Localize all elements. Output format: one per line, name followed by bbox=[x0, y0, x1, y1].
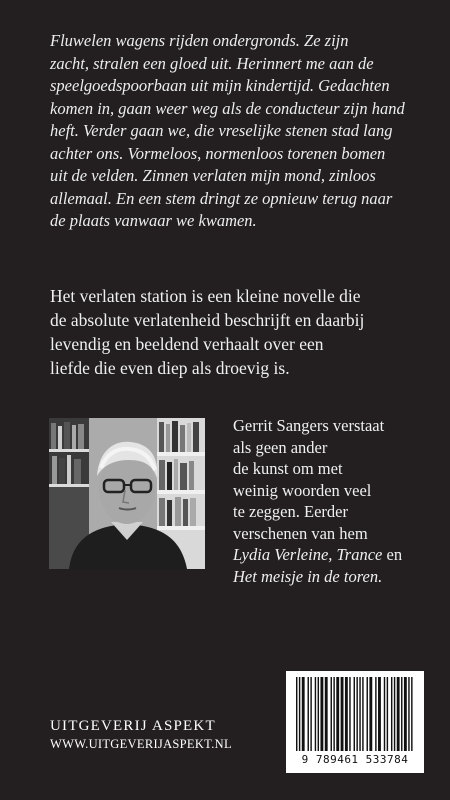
bio-line: Gerrit Sangers verstaat bbox=[233, 416, 385, 435]
bio-line: verschenen van hem bbox=[233, 523, 368, 543]
barcode-bar bbox=[356, 677, 357, 751]
barcode-bar bbox=[336, 677, 339, 751]
barcode-bar bbox=[345, 677, 348, 751]
quote-line: speelgoedspoorbaan uit mijn kindertijd. Gedachten bbox=[50, 76, 390, 95]
barcode-bar bbox=[391, 677, 392, 751]
barcode-bar bbox=[320, 677, 323, 751]
quote-line: uit de velden. Zinnen verlaten mijn mond, zinloos bbox=[50, 166, 376, 185]
barcode-bar bbox=[411, 677, 412, 751]
publisher-block bbox=[50, 718, 232, 752]
barcode-bar bbox=[299, 677, 300, 751]
quote-line: Fluwelen wagens rijden ondergronds. Ze zijn bbox=[50, 31, 349, 50]
barcode-bar bbox=[331, 677, 332, 751]
barcode-bar bbox=[394, 677, 395, 751]
barcode-bar bbox=[367, 677, 368, 751]
barcode-bar bbox=[325, 677, 328, 751]
barcode-bar bbox=[354, 677, 355, 751]
book-title: Lydia Verleine, Trance bbox=[233, 545, 383, 564]
book-title: Het meisje in de toren. bbox=[233, 566, 383, 586]
back-cover-quote bbox=[50, 30, 420, 233]
quote-line: zacht, stralen een gloed uit. Herinnert me aan de bbox=[50, 53, 374, 73]
quote-line: de plaats vanwaar we kwamen. bbox=[50, 211, 257, 230]
barcode-bar bbox=[349, 677, 350, 751]
bio-text: en bbox=[382, 545, 403, 564]
isbn-barcode bbox=[286, 671, 424, 773]
quote-line: komen in, gaan weer weg als de conducteur zijn hand bbox=[50, 98, 405, 118]
barcode-bar bbox=[404, 677, 407, 751]
barcode-bar bbox=[384, 677, 385, 751]
barcode-bar bbox=[359, 677, 360, 751]
blurb-line: de absolute verlatenheid beschrijft en daarbij bbox=[50, 310, 365, 330]
barcode-bar bbox=[296, 677, 297, 751]
isbn-number: 9 789461 533784 bbox=[301, 753, 409, 766]
publisher-name: UITGEVERIJ ASPEKT bbox=[50, 718, 216, 734]
barcode-bar bbox=[387, 677, 388, 751]
barcode-bar bbox=[302, 677, 305, 751]
bio-line bbox=[233, 566, 433, 588]
author-photo bbox=[49, 418, 205, 569]
barcode-bar bbox=[408, 677, 409, 751]
bio-line: te zeggen. Eerder bbox=[233, 502, 348, 521]
quote-line: allemaal. En een stem dringt ze opnieuw terug naar bbox=[50, 188, 393, 208]
author-portrait-image bbox=[49, 418, 205, 569]
barcode-bar bbox=[369, 677, 372, 751]
barcode-bar bbox=[333, 677, 334, 751]
book-blurb bbox=[50, 284, 420, 380]
bio-line: als geen ander bbox=[233, 437, 328, 457]
bio-line bbox=[233, 544, 433, 566]
barcode-bar bbox=[375, 677, 376, 751]
barcode-bar bbox=[362, 677, 363, 751]
barcode-bar bbox=[315, 677, 316, 751]
author-bio bbox=[233, 415, 433, 587]
publisher-url: WWW.UITGEVERIJASPEKT.NL bbox=[50, 737, 232, 751]
barcode-bars bbox=[294, 677, 416, 753]
barcode-bar bbox=[397, 677, 400, 751]
blurb-line: levendig en beeldend verhaalt over een bbox=[50, 334, 324, 354]
blurb-line: Het verlaten station is een kleine novelle die bbox=[50, 286, 361, 306]
barcode-bar bbox=[310, 677, 311, 751]
bio-line: weinig woorden veel bbox=[233, 480, 372, 500]
barcode-bar bbox=[318, 677, 319, 751]
quote-line: heft. Verder gaan we, die vreselijke stenen stad lang bbox=[50, 121, 393, 140]
barcode-bar bbox=[401, 677, 402, 751]
bio-line: de kunst om met bbox=[233, 459, 343, 478]
barcode-bar bbox=[308, 677, 309, 751]
barcode-bar bbox=[341, 677, 344, 751]
quote-line: achter ons. Vormeloos, normenloos torenen bomen bbox=[50, 143, 386, 163]
blurb-line: liefde die even diep als droevig is. bbox=[50, 358, 290, 378]
barcode-bar bbox=[378, 677, 381, 751]
